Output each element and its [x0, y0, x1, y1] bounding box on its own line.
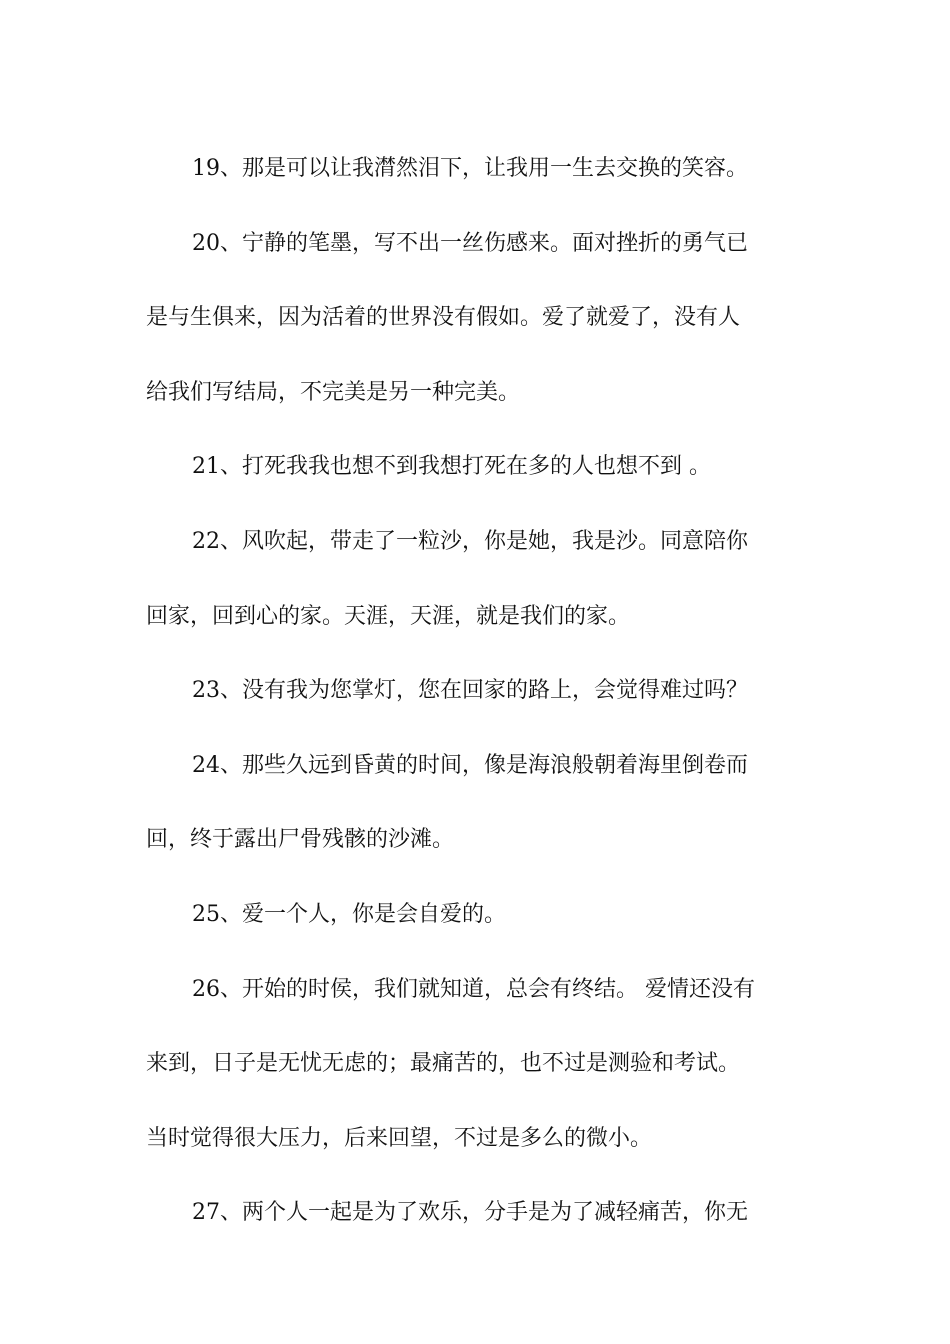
- text-line: 22、风吹起，带走了一粒沙，你是她，我是沙。同意陪你: [192, 528, 748, 554]
- document-body: [146, 132, 806, 1251]
- text-line: 回，终于露出尸骨残骸的沙滩。: [146, 827, 455, 853]
- text-line: 给我们写结局，不完美是另一种完美。: [146, 379, 521, 405]
- text-line: 24、那些久远到昏黄的时间，像是海浪般朝着海里倒卷而: [192, 752, 748, 778]
- text-line: 19、那是可以让我潸然泪下，让我用一生去交换的笑容。: [192, 156, 748, 181]
- text-line: 当时觉得很大压力，后来回望，不过是多么的微小。: [146, 1125, 653, 1151]
- text-line: 25、爱一个人，你是会自爱的。: [192, 901, 506, 927]
- text-line: 23、没有我为您掌灯，您在回家的路上，会觉得难过吗？: [192, 678, 748, 704]
- text-line: 27、两个人一起是为了欢乐，分手是为了减轻痛苦，你无: [192, 1200, 748, 1226]
- text-line: 26、开始的时侯，我们就知道，总会有终结。 爱情还没有: [192, 976, 755, 1002]
- text-line: 来到，日子是无忧无虑的；最痛苦的，也不过是测验和考试。: [146, 1051, 741, 1077]
- text-line: 21、打死我我也想不到我想打死在多的人也想不到 。: [192, 454, 711, 480]
- text-line: 是与生俱来，因为活着的世界没有假如。爱了就爱了，没有人: [146, 305, 741, 331]
- text-line: 回家，回到心的家。天涯，天涯，就是我们的家。: [146, 603, 631, 629]
- text-line: 20、宁静的笔墨，写不出一丝伤感来。面对挫折的勇气已: [192, 230, 748, 256]
